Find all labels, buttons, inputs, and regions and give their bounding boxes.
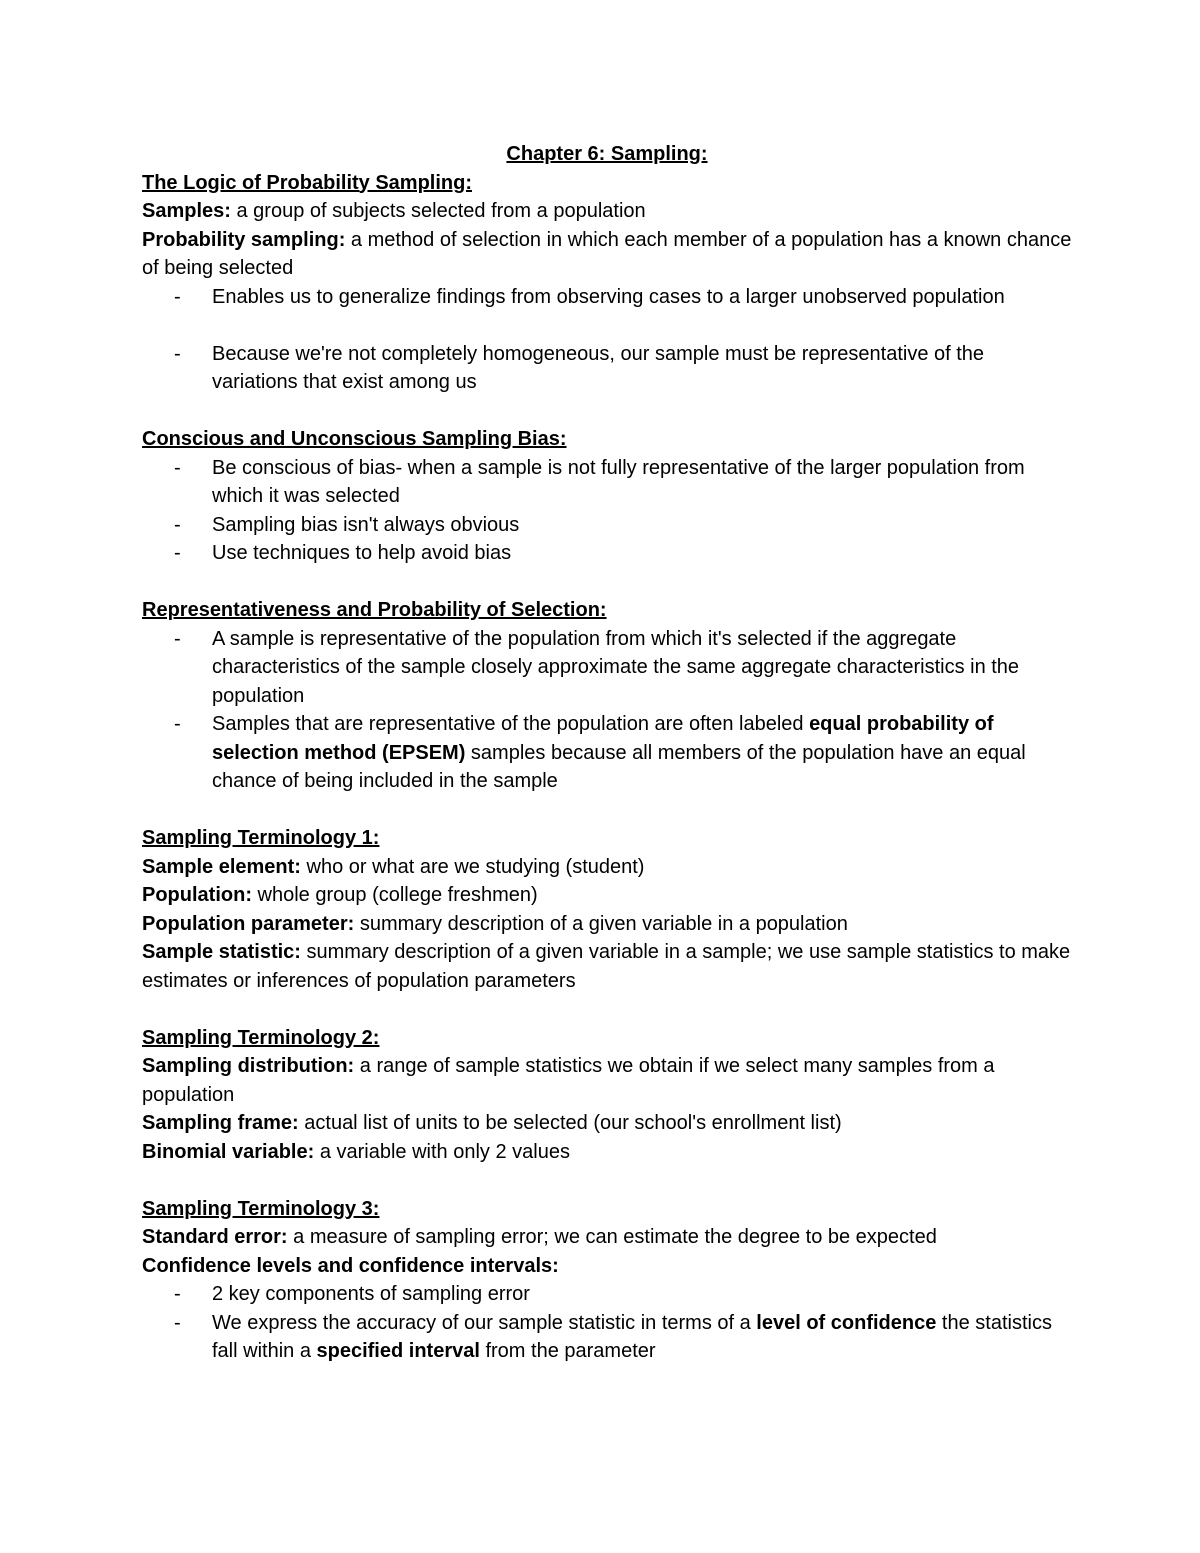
list-item (142, 1309, 1072, 1366)
term-text: whole group (college freshmen) (251, 884, 538, 906)
list-item (142, 511, 1072, 540)
document-title: Chapter 6: Sampling: (506, 143, 708, 165)
definition-confidence (142, 1252, 1072, 1281)
dash-bullet: - (174, 513, 181, 536)
bold-phrase-level-of-confidence: level of confidence (756, 1311, 937, 1334)
list-item-text: samples because all members of the population have an equal chance of being included in the sample (212, 741, 1026, 792)
term-text: summary description of a given variable in a population (354, 912, 848, 935)
term-text: a range of sample statistics we obtain if we select many samples from a population (142, 1055, 995, 1106)
term-text: a group of subjects selected from a population (230, 200, 646, 222)
spacer (142, 1166, 1072, 1195)
definition-samples (142, 197, 1072, 226)
term-label: Population: (142, 884, 252, 906)
term-label: Confidence levels and confidence intervals: (142, 1254, 559, 1277)
list-item-text: 2 key components of sampling error (212, 1283, 530, 1305)
bullet-list (142, 625, 1072, 796)
list-item-text: Be conscious of bias- when a sample is not fully representative of the larger population from which it was selected (212, 456, 1025, 507)
list-item (142, 340, 1072, 397)
bold-phrase-specified-interval: specified interval (316, 1340, 480, 1362)
section-heading-terminology-3: Sampling Terminology 3: (142, 1197, 380, 1220)
definition-population-parameter (142, 910, 1072, 939)
dash-bullet: - (174, 713, 181, 735)
dash-bullet: - (174, 285, 181, 308)
bullet-list (142, 454, 1072, 568)
term-label: Standard error: (142, 1226, 288, 1248)
definition-sample-statistic (142, 938, 1072, 995)
term-label: Sampling frame: (142, 1112, 299, 1134)
spacer (142, 796, 1072, 825)
list-item (142, 283, 1072, 312)
bullet-list (142, 1280, 1072, 1366)
definition-binomial-variable (142, 1138, 1072, 1167)
list-item-text: Because we're not completely homogeneous, our sample must be representative of the variations that exist among us (212, 342, 985, 393)
list-item-text: Sampling bias isn't always obvious (212, 513, 520, 536)
term-label: Sampling distribution: (142, 1055, 355, 1077)
spacer (142, 568, 1072, 597)
term-text: summary description of a given variable in a sample; we use sample statistics to make estimates or inferences of population parameters (142, 941, 1071, 992)
list-item (142, 539, 1072, 568)
spacer (142, 397, 1072, 426)
list-item-text: A sample is representative of the population from which it's selected if the aggregate characteristics of the sample closely approximate the same aggregate characteristics in the population (212, 627, 1020, 707)
section-heading-terminology-1: Sampling Terminology 1: (142, 827, 380, 849)
definition-sampling-frame (142, 1109, 1072, 1138)
dash-bullet: - (174, 1311, 181, 1334)
list-item-text: the statistics fall within a (212, 1311, 1052, 1362)
list-item-text: We express the accuracy of our sample statistic in terms of a (212, 1311, 757, 1334)
section-heading-bias: Conscious and Unconscious Sampling Bias: (142, 428, 567, 450)
term-text: actual list of units to be selected (our school's enrollment list) (298, 1112, 842, 1134)
bold-phrase-epsem: equal probability of selection method (EPSEM) (212, 713, 994, 764)
term-label: Population parameter: (142, 912, 355, 935)
dash-bullet: - (174, 1283, 181, 1305)
term-label: Samples: (142, 200, 231, 222)
list-item (142, 454, 1072, 511)
definition-sampling-distribution (142, 1052, 1072, 1109)
section-heading-terminology-2: Sampling Terminology 2: (142, 1026, 380, 1049)
list-item (142, 625, 1072, 711)
dash-bullet: - (174, 542, 181, 564)
definition-population (142, 881, 1072, 910)
term-label: Binomial variable: (142, 1140, 315, 1163)
term-text: a variable with only 2 values (314, 1140, 570, 1163)
definition-probability-sampling (142, 226, 1072, 283)
list-item (142, 1280, 1072, 1309)
term-text: a measure of sampling error; we can estimate the degree to be expected (287, 1226, 937, 1248)
dash-bullet: - (174, 342, 181, 365)
dash-bullet: - (174, 627, 181, 650)
section-heading-representativeness: Representativeness and Probability of Selection: (142, 599, 607, 621)
list-item (142, 710, 1072, 796)
bullet-list (142, 283, 1072, 397)
list-item-text: from the parameter (479, 1340, 656, 1362)
definition-standard-error (142, 1223, 1072, 1252)
term-text: who or what are we studying (student) (300, 855, 645, 878)
spacer (142, 995, 1072, 1024)
term-text: a method of selection in which each member of a population has a known chance of being selected (142, 228, 1072, 279)
term-label: Sample element: (142, 855, 301, 878)
document-page (142, 140, 1072, 1366)
dash-bullet: - (174, 456, 181, 479)
term-label: Sample statistic: (142, 941, 301, 963)
term-label: Probability sampling: (142, 228, 346, 251)
list-item-text: Enables us to generalize findings from observing cases to a larger unobserved population (212, 285, 1005, 308)
list-item-text: Samples that are representative of the population are often labeled (212, 713, 810, 735)
definition-sample-element (142, 853, 1072, 882)
section-heading-logic: The Logic of Probability Sampling: (142, 171, 473, 194)
list-item-text: Use techniques to help avoid bias (212, 542, 512, 564)
